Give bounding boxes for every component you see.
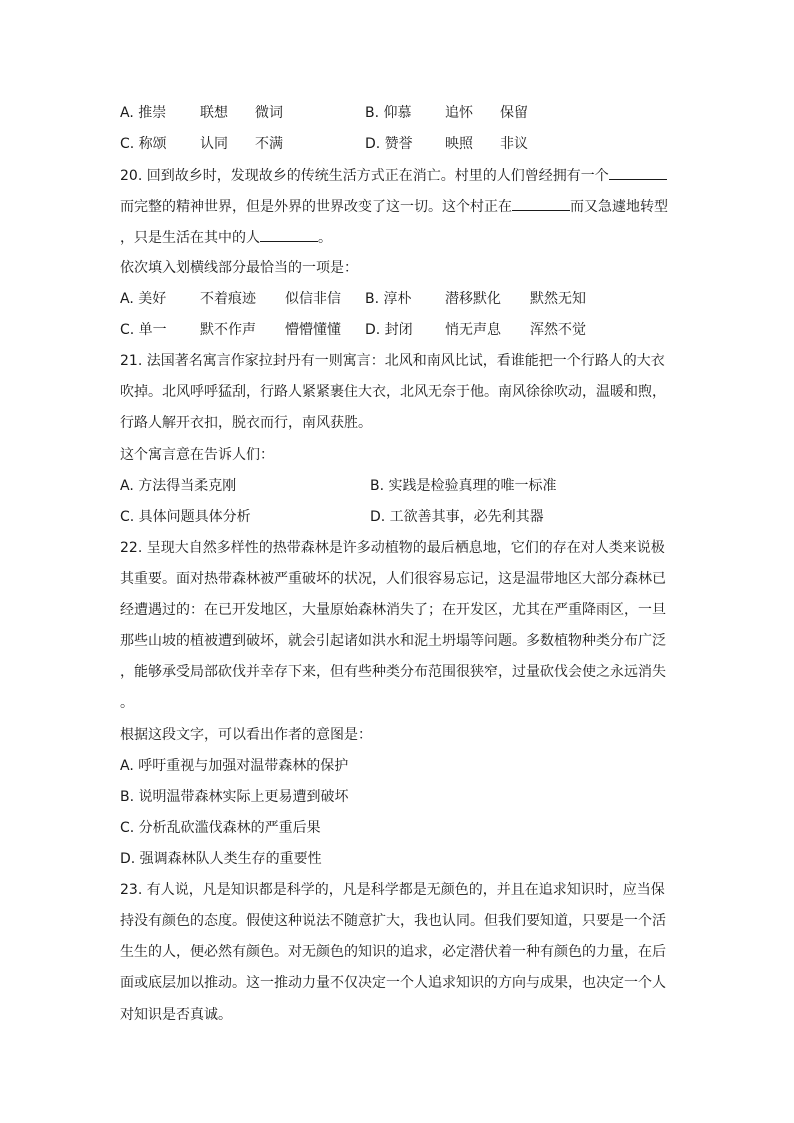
- q21-option-c: C. 具体问题具体分析: [120, 509, 251, 525]
- q22-stem-line-2: 其重要。面对热带森林被严重破坏的状况，人们很容易忘记，这是温带地区大部分森林已: [120, 571, 666, 587]
- q22-option-d: D. 强调森林队人类生存的重要性: [120, 851, 322, 867]
- q23-stem-line-3: 生生的人，便必然有颜色。对无颜色的知识的追求，必定潜伏着一种有颜色的力量，在后: [120, 944, 666, 960]
- q20-stem-line-2: 而完整的精神世界，但是外界的世界改变了这一切。这个村正在 而又急遽地转型: [120, 199, 668, 215]
- q22-option-c: C. 分析乱砍滥伐森林的严重后果: [120, 820, 321, 836]
- q23-stem-line-4: 面或底层加以推动。这一推动力量不仅决定一个人追求知识的方向与成果，也决定一个人: [120, 975, 666, 991]
- q22-stem-line-5: ，能够承受局部砍伐并幸存下来，但有些种类分布范围很狭窄，过量砍伐会使之永远消失: [120, 664, 666, 680]
- q22-stem-line-3: 经遭遇过的：在已开发地区，大量原始森林消失了；在开发区，尤其在严重降雨区，一旦: [120, 602, 666, 618]
- q22-stem-line-6: 。: [120, 695, 134, 711]
- q19-option-b: B. 仰慕: [365, 105, 412, 121]
- q22-option-a: A. 呼吁重视与加强对温带森林的保护: [120, 758, 349, 774]
- q19-option-d: D. 赞誉: [365, 136, 413, 152]
- q20-option-b: B. 淳朴: [365, 291, 412, 307]
- q20-option-a: A. 美好: [120, 291, 167, 307]
- q20-options-row-2: C. 单一 默不作声 懵懵懂懂 D. 封闭 悄无声息 浑然不觉: [120, 322, 586, 338]
- q19-option-c: C. 称颂: [120, 136, 167, 152]
- q21-option-a: A. 方法得当柔克刚: [120, 478, 237, 494]
- q23-stem-line-1: 23. 有人说，凡是知识都是科学的，凡是科学都是无颜色的，并且在追求知识时，应当保: [120, 882, 665, 898]
- q20-option-c: C. 单一: [120, 322, 167, 338]
- q21-options-row-2: [120, 508, 544, 526]
- q20-stem-line-1: 20. 回到故乡时，发现故乡的传统生活方式正在消亡。村里的人们曾经拥有一个: [120, 166, 667, 184]
- q22-stem-line-4: 那些山坡的植被遭到破坏，就会引起诸如洪水和泥土坍塌等问题。多数植物种类分布广泛: [120, 633, 666, 649]
- q20-stem-line-3: ，只是生活在其中的人 。: [120, 230, 332, 246]
- q21-stem-line-2: 吹掉。北风呼呼猛刮，行路人紧紧裹住大衣，北风无奈于他。南风徐徐吹动，温暖和煦，: [120, 384, 666, 400]
- q21-prompt: 这个寓言意在告诉人们：: [120, 447, 274, 463]
- q22-option-b: B. 说明温带森林实际上更易遭到破坏: [120, 789, 349, 805]
- q22-prompt: 根据这段文字，可以看出作者的意图是：: [120, 727, 372, 743]
- q20-options-row-1: A. 美好 不着痕迹 似信非信 B. 淳朴 潜移默化 默然无知: [120, 291, 586, 307]
- q21-options-row-1: [120, 477, 557, 495]
- fill-blank: [260, 228, 318, 242]
- q19-options-row-2: C. 称颂 认同 不满 D. 赞誉 映照 非议: [120, 136, 528, 152]
- q19-option-a: A. 推崇: [120, 105, 167, 121]
- q19-options-row-1: A. 推崇 联想 微词 B. 仰慕 追怀 保留: [120, 105, 528, 121]
- q22-stem-line-1: 22. 呈现大自然多样性的热带森林是许多动植物的最后栖息地，它们的存在对人类来说极: [120, 540, 665, 556]
- q21-stem-line-3: 行路人解开衣扣，脱衣而行，南风获胜。: [120, 415, 372, 431]
- q21-option-d: D. 工欲善其事，必先利其器: [370, 509, 544, 525]
- q21-option-b: B. 实践是检验真理的唯一标准: [370, 478, 557, 494]
- q23-stem-line-2: 持没有颜色的态度。假使这种说法不随意扩大，我也认同。但我们要知道，只要是一个活: [120, 913, 666, 929]
- q20-prompt: 依次填入划横线部分最恰当的一项是：: [120, 260, 358, 276]
- q20-option-d: D. 封闭: [365, 322, 413, 338]
- fill-blank: [609, 166, 667, 180]
- q21-stem-line-1: 21. 法国著名寓言作家拉封丹有一则寓言：北风和南风比试，看谁能把一个行路人的大衣: [120, 353, 665, 369]
- fill-blank: [512, 197, 570, 211]
- q23-stem-line-5: 对知识是否真诚。: [120, 1007, 232, 1023]
